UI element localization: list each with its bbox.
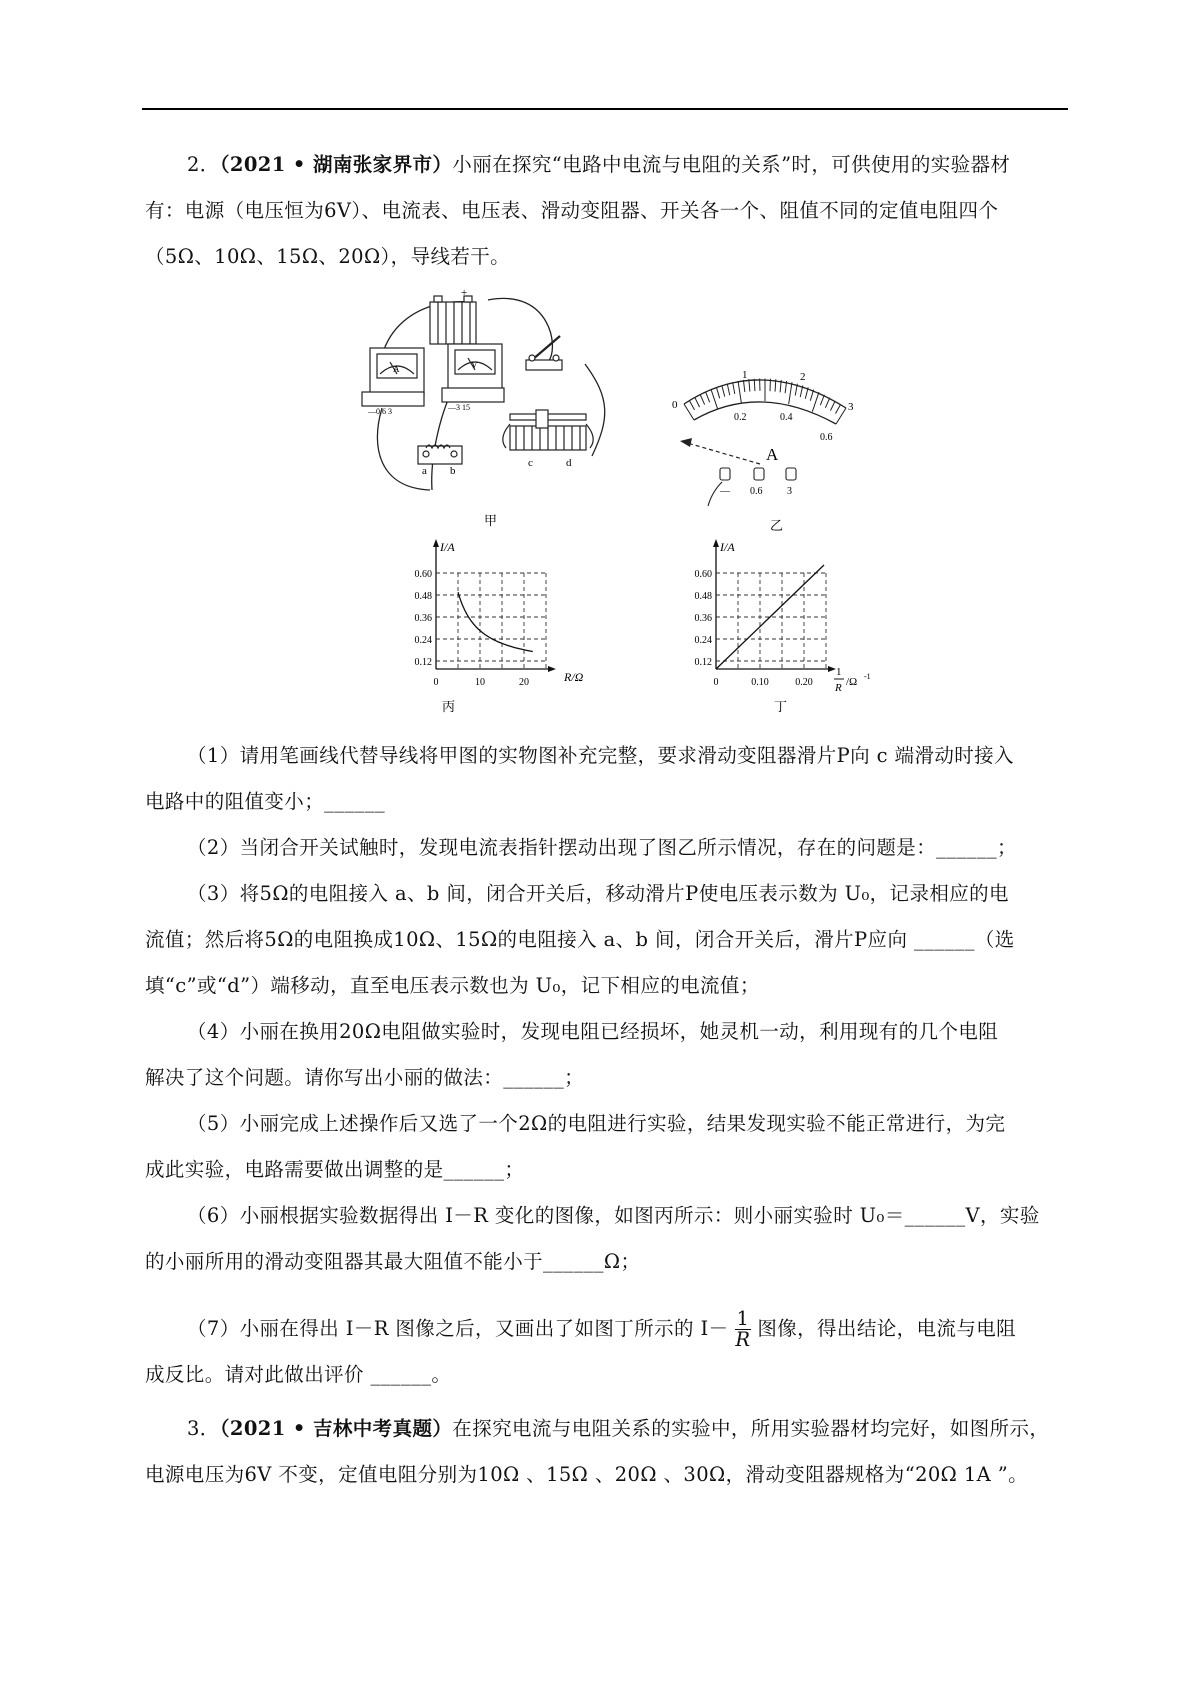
bing-ytick: 0.36 — [414, 613, 432, 624]
dial-top-3: 3 — [848, 401, 854, 413]
dial-tick — [830, 401, 835, 411]
dial-top-0: 0 — [672, 399, 678, 411]
q2-sub7-part-b: 图像，得出结论，电流与电阻 — [757, 1317, 1017, 1340]
q2-sub7-line2: 成反比。请对此做出评价 ______。 — [145, 1363, 452, 1386]
dial-tick — [749, 379, 750, 391]
q2-sub6-line2: 的小丽所用的滑动变阻器其最大阻值不能小于______Ω； — [145, 1250, 641, 1273]
q2-sub2-line1: （2）当闭合开关试触时，发现电流表指针摆动出现了图乙所示情况，存在的问题是：______； — [187, 836, 1017, 859]
bing-xtick: 0 — [433, 677, 439, 688]
q2-sub5-line1: （5）小丽完成上述操作后又选了一个2Ω的电阻进行实验，结果发现实验不能正常进行，为完 — [187, 1112, 1006, 1135]
q2-sub3-line2: 流值；然后将5Ω的电阻换成10Ω、15Ω的电阻接入 a、b 间，闭合开关后，滑片P应向 ______（选 — [145, 928, 1015, 951]
ding-xlabel-sup: -1 — [864, 672, 871, 681]
bing-xtick: 10 — [475, 677, 485, 688]
figure-yi-ammeter-dial — [670, 364, 880, 534]
figure-jia-caption: 甲 — [484, 513, 498, 528]
dial-tick — [689, 401, 694, 410]
dial-tick — [835, 404, 840, 413]
dial-tick — [738, 381, 741, 403]
ding-ytick: 0.48 — [694, 591, 712, 602]
q2-stem-line-1: 小丽在探究“电路中电流与电阻的关系”时，可供使用的实验器材 — [452, 153, 1011, 176]
dial-tick — [700, 395, 704, 405]
ding-ytick: 0.12 — [694, 657, 712, 668]
ding-ytick: 0.36 — [694, 613, 712, 624]
voltmeter-terminals: —3 15 — [448, 403, 470, 412]
dial-bottom-02: 0.2 — [734, 412, 747, 423]
bing-ylabel: I/A — [440, 540, 455, 554]
bing-ytick: 0.48 — [414, 591, 432, 602]
dial-tick — [711, 389, 718, 409]
dial-bottom-06: 0.6 — [820, 432, 833, 443]
dial-needle-tip — [680, 438, 692, 447]
figure-jia-circuit — [360, 288, 660, 538]
rheostat — [503, 410, 593, 450]
voltmeter-label: V — [471, 360, 478, 370]
ding-ytick: 0.60 — [694, 569, 712, 580]
dial-unit-letter: A — [766, 445, 779, 464]
ding-xtick: 0.10 — [751, 677, 769, 688]
ding-xtick: 0 — [713, 677, 719, 688]
dial-tick — [716, 387, 719, 398]
q3-stem-line-2: 电源电压为6V 不变，定值电阻分别为10Ω 、15Ω 、20Ω 、30Ω，滑动变阻器规格为“20Ω 1A ”。 — [145, 1463, 1029, 1486]
terminal-a-label: a — [422, 465, 427, 477]
terminal-d-label: d — [566, 457, 572, 469]
bing-ytick: 0.24 — [414, 635, 432, 646]
q2-source: （2021 • 湖南张家界市） — [219, 153, 453, 176]
fraction-numerator: 1 — [736, 1307, 750, 1330]
terminal-minus: — — [720, 486, 730, 497]
ding-xlabel-unit: /Ω — [846, 676, 858, 688]
dial-tick — [825, 398, 829, 408]
q2-sub7-line1 — [145, 1306, 1070, 1352]
q3-stem — [145, 1406, 1070, 1498]
ammeter — [362, 348, 424, 406]
q3-source: （2021 • 吉林中考真题） — [219, 1417, 453, 1440]
dial-top-1: 1 — [742, 369, 748, 381]
dial-tick — [706, 392, 710, 402]
q2-sub3-line3: 填“c”或“d”）端移动，直至电压表示数也为 U₀，记下相应的电流值； — [145, 974, 760, 997]
terminal-06: 0.6 — [750, 486, 763, 497]
dial-tick — [820, 395, 824, 405]
ding-xlabel-num: 1 — [836, 666, 842, 678]
dial-tick — [733, 382, 735, 394]
q2-sub6-line1: （6）小丽根据实验数据得出 I－R 变化的图像，如图丙所示：则小丽实验时 U₀＝______V，实验 — [187, 1204, 1040, 1227]
switch — [526, 336, 562, 370]
bing-xlabel: R/Ω — [564, 670, 584, 684]
q3-stem-line-1: 在探究电流与电阻关系的实验中，所用实验器材均完好，如图所示， — [452, 1417, 1050, 1440]
ammeter-label: A — [393, 364, 400, 374]
q2-stem-line-3: （5Ω、10Ω、15Ω、20Ω），导线若干。 — [145, 245, 511, 268]
figure-ding-caption: 丁 — [774, 699, 788, 714]
q2-sub4-line2: 解决了这个问题。请你写出小丽的做法：______； — [145, 1066, 585, 1089]
dial-bottom-04: 0.4 — [780, 412, 793, 423]
figure-bing-graph — [400, 535, 620, 715]
battery-plus-label: + — [461, 288, 468, 299]
dial-tick — [810, 390, 813, 401]
dial-tick — [812, 392, 819, 412]
q2-sub4-line1: （4）小丽在换用20Ω电阻做实验时，发现电阻已经损坏，她灵机一动，利用现有的几个电阻 — [187, 1020, 999, 1043]
q2-number: 2． — [187, 153, 220, 176]
ammeter-terminals: —0.6 3 — [368, 407, 392, 416]
dial-tick — [743, 380, 744, 392]
terminal-3: 3 — [787, 486, 792, 497]
dial-tick — [727, 384, 730, 396]
ding-xlabel-den: R — [835, 682, 842, 694]
terminal-c-label: c — [528, 457, 533, 469]
q2-subquestions — [145, 733, 1070, 1285]
figure-ding-graph — [680, 535, 900, 715]
dial-needle — [684, 442, 760, 464]
q2-sub5-line2: 成此实验，电路需要做出调整的是______； — [145, 1158, 525, 1181]
figure-bing-caption: 丙 — [442, 699, 456, 714]
battery — [430, 296, 476, 344]
figure-yi-caption: 乙 — [770, 518, 784, 533]
q3-number: 3． — [187, 1417, 220, 1440]
q2-sub7-fraction — [735, 1309, 752, 1350]
fraction-denominator: R — [735, 1328, 751, 1351]
q2-sub7 — [145, 1306, 1070, 1398]
q2-stem-line-2: 有：电源（电压恒为6V）、电流表、电压表、滑动变阻器、开关各一个、阻值不同的定值电阻四个 — [145, 199, 999, 222]
q2-sub1-line1: （1）请用笔画线代替导线将甲图的实物图补充完整，要求滑动变阻器滑片P向 c 端滑动时接入 — [187, 744, 1014, 767]
header-rule — [142, 108, 1068, 110]
q2-sub1-line2: 电路中的阻值变小；______ — [145, 790, 386, 813]
ding-xtick: 0.20 — [795, 677, 813, 688]
voltmeter — [442, 344, 504, 402]
fixed-resistor — [418, 445, 462, 464]
dial-tick — [789, 382, 792, 404]
bing-curve — [458, 592, 533, 651]
dial-top-2: 2 — [800, 371, 806, 383]
bing-ytick: 0.12 — [414, 657, 432, 668]
ding-ytick: 0.24 — [694, 635, 712, 646]
q2-sub7-part-a: （7）小丽在得出 I－R 图像之后，又画出了如图丁所示的 I－ — [187, 1317, 729, 1340]
terminal-b-label: b — [450, 465, 456, 477]
bing-xtick: 20 — [519, 677, 529, 688]
dial-tick — [722, 385, 725, 396]
bing-ytick: 0.60 — [414, 569, 432, 580]
q2-sub3-line1: （3）将5Ω的电阻接入 a、b 间，闭合开关后，移动滑片P使电压表示数为 U₀，记录相应的电 — [187, 882, 1009, 905]
dial-tick — [695, 397, 700, 407]
q2-stem — [145, 142, 1070, 280]
ding-ylabel: I/A — [720, 540, 735, 554]
